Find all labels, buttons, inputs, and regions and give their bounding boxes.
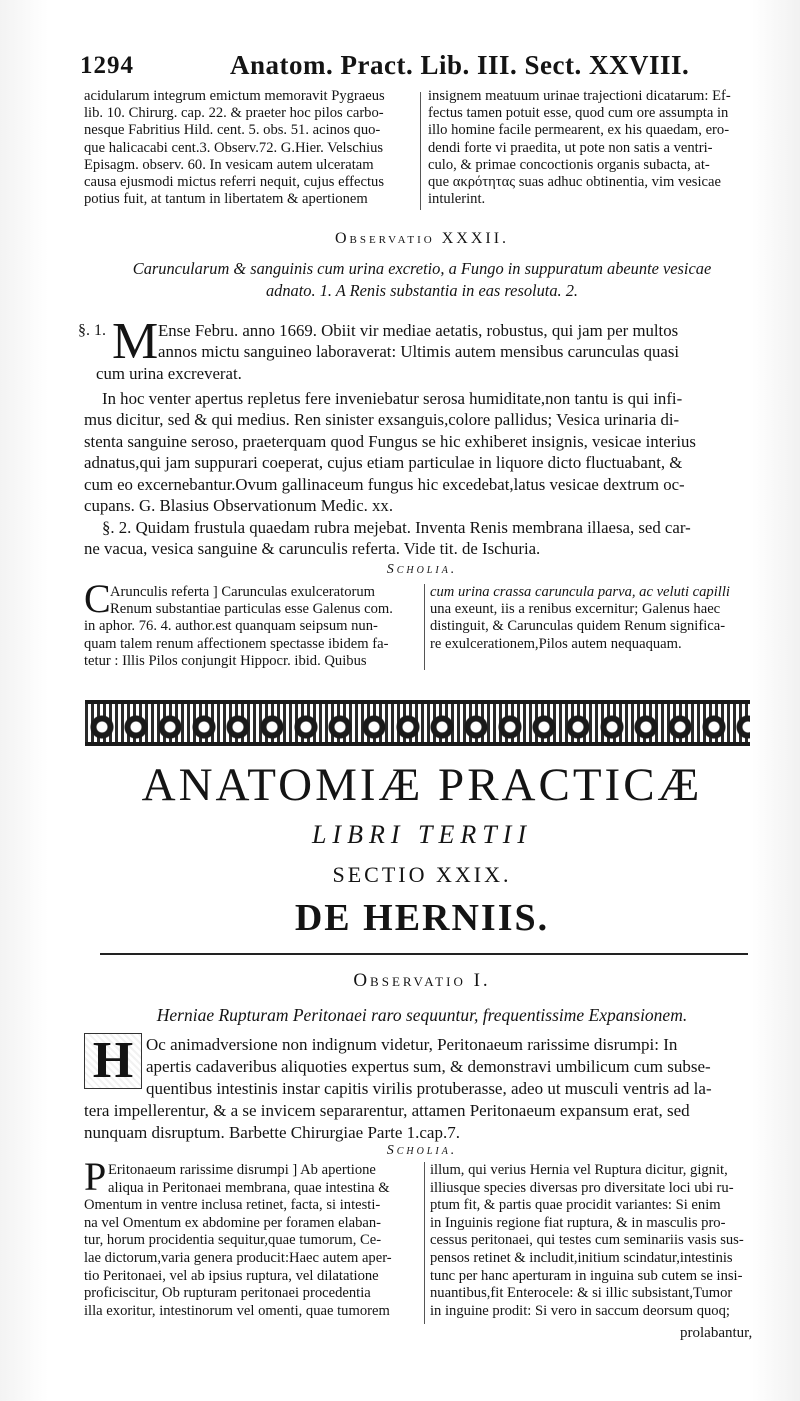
text-line: Renum substantiae particulas esse Galenus com.	[110, 601, 393, 618]
text-line: in inguine prodit: Si vero in saccum deorsum quoq;	[430, 1302, 730, 1319]
scholia-left-column	[84, 584, 416, 670]
column-divider	[424, 584, 425, 670]
text-line: lib. 10. Chirurg. cap. 22. & praeter hoc pilos carbo-	[84, 105, 384, 122]
text-line: quam talem renum affectionem spectasse ibidem fa-	[84, 635, 389, 652]
text-line: illum, qui verius Hernia vel Ruptura dicitur, gignit,	[430, 1162, 728, 1178]
top-left-column	[84, 88, 412, 208]
text-line: Oc animadversione non indignum videtur, Peritonaeum rarissime disrumpi: In	[146, 1035, 678, 1054]
drop-cap: M	[112, 313, 159, 370]
text-line: cupans. G. Blasius Observationum Medic. xx.	[84, 496, 394, 516]
text-line: cum eo excernebantur.Ovum gallinaceum fungus hic excedebat,latus vesicae dextrum oc-	[84, 474, 685, 494]
text-line: re exulcerationem,Pilos autem nequaquam.	[430, 635, 682, 652]
page-number: 1294	[80, 52, 134, 79]
text-line: Arunculis referta ] Carunculas exulceratorum	[110, 584, 376, 600]
drop-cap: C	[84, 576, 111, 621]
text-line: tetur : Illis Pilos conjungit Hippocr. ibid. Quibus	[84, 652, 367, 669]
scholia-right-column	[430, 584, 760, 653]
observation-heading: Observatio I.	[353, 970, 491, 991]
text-line: tio Peritonaei, vel ab ipsius ruptura, vel dilatatione	[84, 1267, 379, 1284]
text-line: lae dictorum,varia genera producit:Haec autem aper-	[84, 1249, 392, 1266]
text-line: nesque Fabritius Hild. cent. 5. obs. 51. acinos quo-	[84, 122, 381, 139]
drop-cap: H	[92, 1032, 134, 1089]
text-line: Eritonaeum rarissime disrumpi ] Ab apertione	[108, 1162, 376, 1178]
text-line: nuantibus,fit Enterocele: & si illic subsistant,Tumor	[430, 1285, 733, 1302]
observation-heading: Observatio XXXII.	[334, 230, 510, 247]
text-line: que ακρότητας suas adhuc obtinentia, vim vesicae	[428, 174, 721, 191]
text-line: cum urina excreverat.	[96, 364, 242, 383]
text-line: illiusque species diversas pro diversitate loci ubi ru-	[430, 1179, 734, 1196]
text-line: mus dicitur, sed & qui medius. Ren sinister exsanguis,colore pallidus; Vesica urinaria di-	[84, 410, 680, 430]
scholia-left-column	[84, 1162, 416, 1320]
text-line: §. 2. Quidam frustula quaedam rubra mejebat. Inventa Renis membrana illaesa, sed car-	[102, 518, 691, 537]
observation-title	[84, 258, 760, 302]
title-line: Caruncularum & sanguinis cum urina excretio, a Fungo in suppuratum abeunte vesicae	[132, 259, 712, 278]
scholia-heading: Scholia.	[386, 1143, 458, 1158]
text-line: dendi forte vi praedita, ut pote non satis a ventri-	[428, 139, 713, 156]
text-line: stenta sanguine seroso, praeterquam quod Fungus se hic exhiberet insignis, vesicae interius	[84, 431, 696, 451]
text-line: na vel Omentum ex abdomine per foramen elaban-	[84, 1214, 382, 1231]
column-divider	[424, 1162, 425, 1324]
running-title: Anatom. Pract. Lib. III. Sect. XXVIII.	[230, 50, 690, 80]
scholia-heading: Scholia.	[386, 562, 458, 577]
paragraph	[84, 388, 760, 516]
text-line: Ense Febru. anno 1669. Obiit vir mediae aetatis, robustus, qui jam per multos	[158, 321, 679, 340]
text-line: tera impellerentur, & a se invicem separarentur, attamen Peritonaeum expansum erat, sed	[84, 1101, 690, 1120]
text-line: proficiscitur, Ob rupturam peritonaei procedentia	[84, 1285, 371, 1302]
text-line: in Inguinis regione fiat ruptura, & in masculis pro-	[430, 1214, 726, 1231]
text-line: in aphor. 76. 4. author.est quanquam seipsum nun-	[84, 618, 378, 635]
decorated-initial-box	[84, 1033, 142, 1089]
title-line: adnato. 1. A Renis substantia in eas resoluta. 2.	[265, 281, 579, 300]
text-line: quentibus intestinis instar capitis virilis protuberasse, adeo ut musculi ventris ad la-	[146, 1079, 712, 1098]
text-line: Omentum in ventre inclusa retinet, facta, si intesti-	[84, 1197, 381, 1214]
paragraph	[84, 517, 760, 560]
text-line: tunc per hanc aperturam in inguina sub cutem se insi-	[430, 1267, 743, 1284]
drop-cap: P	[84, 1154, 107, 1199]
text-line: ptum fit, & partis quae procidit variantes: Si enim	[430, 1197, 721, 1214]
text-line: In hoc venter apertus repletus fere inveniebatur serosa humiditate,non tantu is qui infi-	[102, 389, 683, 408]
paragraph	[96, 363, 758, 384]
section-mark: §. 1.	[78, 322, 106, 339]
text-line: tur, horum procidentia sequitur,quae tumorum, Ce-	[84, 1232, 382, 1249]
text-line: ne vacua, vesica sanguine & carunculis referta. Vide tit. de Ischuria.	[84, 539, 541, 559]
text-line: Episagm. observ. 60. In vesicam autem ulceratam	[84, 156, 374, 173]
text-line: culo, & primae concoctionis organis subacta, at-	[428, 156, 710, 173]
section-subject: DE HERNIIS.	[294, 897, 550, 939]
section-main-title: ANATOMIÆ PRACTICÆ	[141, 759, 703, 811]
text-line: una exeunt, iis a renibus excernitur; Galenus haec	[430, 601, 721, 618]
paragraph	[146, 1034, 760, 1100]
text-line: potius fuit, at tantum in libertatem & apertionem	[84, 191, 368, 208]
catchword: prolabantur,	[680, 1325, 753, 1341]
section-libri: LIBRI TERTII	[311, 820, 533, 849]
text-line: cessus peritonaei, qui testes cum seminariis vasis sus-	[430, 1232, 744, 1249]
text-line: distinguit, & Carunculas quidem Renum significa-	[430, 618, 726, 635]
observation-title: Herniae Rupturam Peritonaei raro sequuntur, frequentissime Expansionem.	[156, 1005, 688, 1025]
decorative-ornament-band	[85, 700, 750, 746]
text-line: acidularum integrum emictum memoravit Pygraeus	[84, 88, 385, 104]
text-line: causa ejusmodi mictus referri nequit, cujus effectus	[84, 174, 385, 191]
text-line: apertis cadaveribus aliquoties expertus sum, & demonstravi umbilicum cum subse-	[146, 1057, 711, 1076]
text-line: intulerint.	[428, 191, 486, 208]
running-header	[80, 50, 780, 84]
column-divider	[420, 92, 421, 210]
text-line: insignem meatuum urinae trajectioni dicatarum: Ef-	[428, 88, 731, 104]
paragraph	[158, 320, 758, 363]
text-line: aliqua in Peritonaei membrana, quae intestina &	[108, 1179, 390, 1196]
section-number: SECTIO XXIX.	[332, 862, 512, 887]
top-right-column	[428, 88, 758, 208]
divider-rule	[100, 953, 748, 955]
scholia-right-column	[430, 1162, 760, 1320]
paragraph	[84, 1100, 760, 1144]
text-line: pensos retinet & includit,initium scindatur,intestinis	[430, 1249, 733, 1266]
text-line: que halicacabi cent.3. Observ.72. G.Hier. Velschius	[84, 139, 384, 156]
text-line: fectus tamen potuit esse, quod cum ore assumpta in	[428, 105, 729, 122]
text-line: illa exoritur, intestinorum vel omenti, quae tumorem	[84, 1302, 390, 1319]
text-line: annos mictu sanguineo laboraverat: Ultimis autem mensibus carunculas quasi	[158, 342, 680, 362]
text-line: adnatus,qui jam suppurari coeperat, cujus etiam particulae in liquore dicto fluctuabant, &	[84, 453, 683, 473]
text-line: nunquam disruptum. Barbette Chirurgiae Parte 1.cap.7.	[84, 1123, 460, 1142]
text-line: illo homine facile permearent, ex his quaedam, ero-	[428, 122, 730, 139]
text-line: cum urina crassa caruncula parva, ac veluti capilli	[430, 584, 730, 600]
